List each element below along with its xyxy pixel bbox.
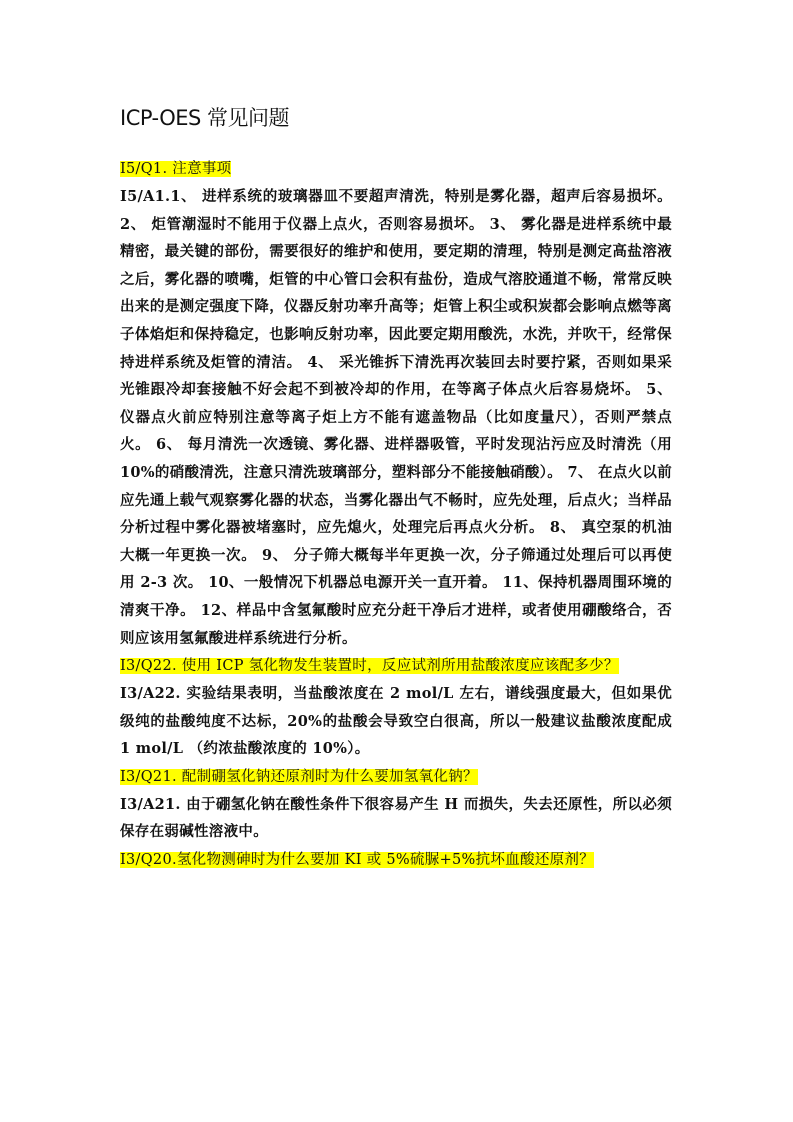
answer-1: I5/A1.1、 进样系统的玻璃器皿不要超声清洗，特别是雾化器，超声后容易损坏。 2、 炬管潮湿时不能用于仪器上点火，否则容易损坏。 3、 雾化器是进样系统中最精密，最关键的部份，需要很好的维护和使用，要定期的清理，特别是测定高盐溶液之后，雾化器的喷嘴，炬管的中心管口会积有盐份，造成气溶胶通道不畅，常常反映出来的是测定强度下降，仪器反射功率升高等；炬管上积尘或积炭都会影响点燃等离子体焰炬和保持稳定，也影响反射功率，因此要定期用酸洗，水洗，并吹干，经常保持进样系统及炬管的清洁。 4、 采光锥拆下清洗再次装回去时要拧紧，否则如果采光锥跟冷却套接触不好会起不到被冷却的作用，在等离子体点火后容易烧坏。 5、 仪器点火前应特别注意等离子炬上方不能有遮盖物品（比如度量尺），否则严禁点火。 6、 每月清洗一次透镜、雾化器、进样器吸管，平时发现沾污应及时清洗（用 10%的硝酸清洗，注意只清洗玻璃部分，塑料部分不能接触硝酸）。 7、 在点火以前应先通上载气观察雾化器的状态，当雾化器出气不畅时，应先处理，后点火；当样品分析过程中雾化器被堵塞时，应先熄火，处理完后再点火分析。 8、 真空泵的机油大概一年更换一次。 9、 分子筛大概每半年更换一次，分子筛通过处理后可以再使用 2-3 次。 10、一般情况下机器总电源开关一直开着。 11、保持机器周围环境的清爽干净。 12、样品中含氢氟酸时应充分赶干净后才进样，或者使用硼酸络合，否则应该用氢氟酸进样系统进行分析。 (120, 188, 672, 647)
question-4-highlight: I3/Q20.氢化物测砷时为什么要加 KI 或 5%硫脲+5%抗坏血酸还原剂？ (120, 852, 595, 869)
question-3-highlight: I3/Q21. 配制硼氢化钠还原剂时为什么要加氢氧化钠？ (120, 768, 478, 785)
answer-2: I3/A22. 实验结果表明，当盐酸浓度在 2 mol/L 左右，谱线强度最大，但如果优级纯的盐酸纯度不达标，20%的盐酸会导致空白很高，所以一般建议盐酸浓度配成 1 mol/L （约浓盐酸浓度的 10%）。 (120, 685, 672, 758)
document-body (120, 98, 672, 874)
question-4 (120, 846, 672, 874)
question-2-highlight: I3/Q22. 使用 ICP 氢化物发生装置时，反应试剂所用盐酸浓度应该配多少？ (120, 658, 619, 675)
document-title: ICP-OES 常见问题 (120, 106, 290, 130)
question-3 (120, 763, 672, 791)
answer-3: I3/A21. 由于硼氢化钠在酸性条件下很容易产生 H 而损失，失去还原性，所以必须保存在弱碱性溶液中。 (120, 795, 672, 841)
question-1-highlight: I5/Q1. 注意事项 (120, 161, 232, 177)
title-spacer (120, 138, 672, 155)
question-2 (120, 652, 672, 680)
question-1 (120, 155, 672, 183)
